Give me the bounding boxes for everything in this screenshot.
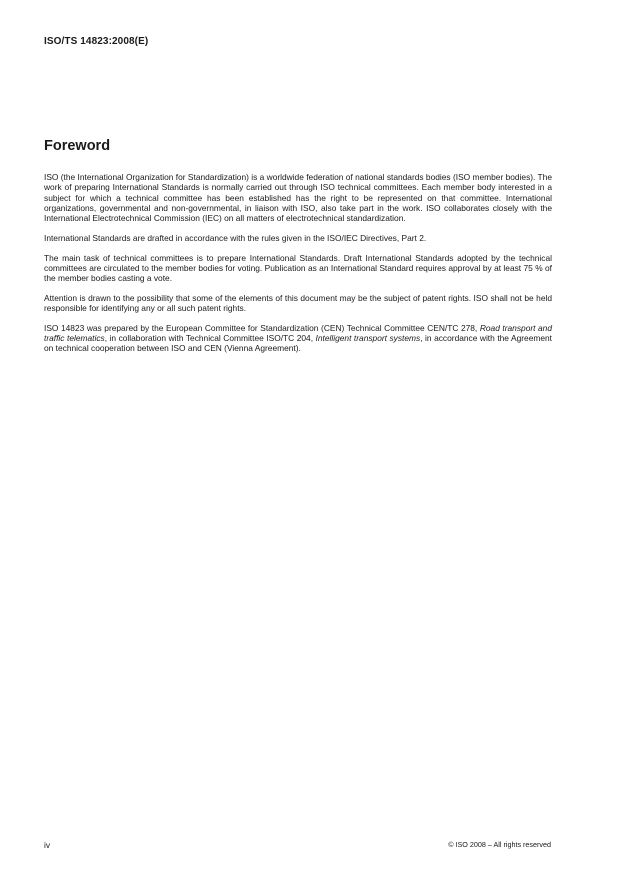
preparation-text-2: , in collaboration with Technical Committee ISO/TC 204, <box>104 333 316 344</box>
page-number: iv <box>44 840 51 850</box>
foreword-body <box>44 172 552 363</box>
preparation-text-1: ISO 14823 was prepared by the European Committee for Standardization (CEN) Technical Committee CEN/TC 278, <box>44 322 480 333</box>
paragraph-committee-task: The main task of technical committees is to prepare International Standards. Draft International Standards adopted by the technical committees are circulated to the member bodies for voting. Publication as an International Standard requires approval by at least 75 % of the member bodies casting a vote. <box>44 252 552 284</box>
paragraph-preparation <box>44 323 552 354</box>
committee-name-iso: Intelligent transport systems <box>315 333 421 344</box>
section-title: Foreword <box>44 138 111 154</box>
paragraph-iso-intro: ISO (the International Organization for Standardization) is a worldwide federation of national standards bodies (ISO member bodies). The work of preparing International Standards is normally carried out through ISO technical committees. Each member body interested in a subject for which a technical committee has been established has the right to be represented on that committee. International organizations, governmental and non-governmental, in liaison with ISO, also take part in the work. ISO collaborates closely with the International Electrotechnical Commission (IEC) on all matters of electrotechnical standardization. <box>44 172 552 224</box>
paragraph-patent-notice: Attention is drawn to the possibility that some of the elements of this document may be the subject of patent rights. ISO shall not be held responsible for identifying any or all such patent rights. <box>44 292 552 314</box>
paragraph-drafting-rules: International Standards are drafted in accordance with the rules given in the ISO/IEC Directives, Part 2. <box>44 232 427 243</box>
preparation-text-3: , in accordance with the Agreement on technical cooperation between ISO and CEN (Vienna Agreement). <box>44 333 552 354</box>
committee-name-cen: Road transport and traffic telematics <box>44 322 552 344</box>
document-id-header: ISO/TS 14823:2008(E) <box>44 36 149 47</box>
copyright-notice: © ISO 2008 – All rights reserved <box>448 840 551 849</box>
